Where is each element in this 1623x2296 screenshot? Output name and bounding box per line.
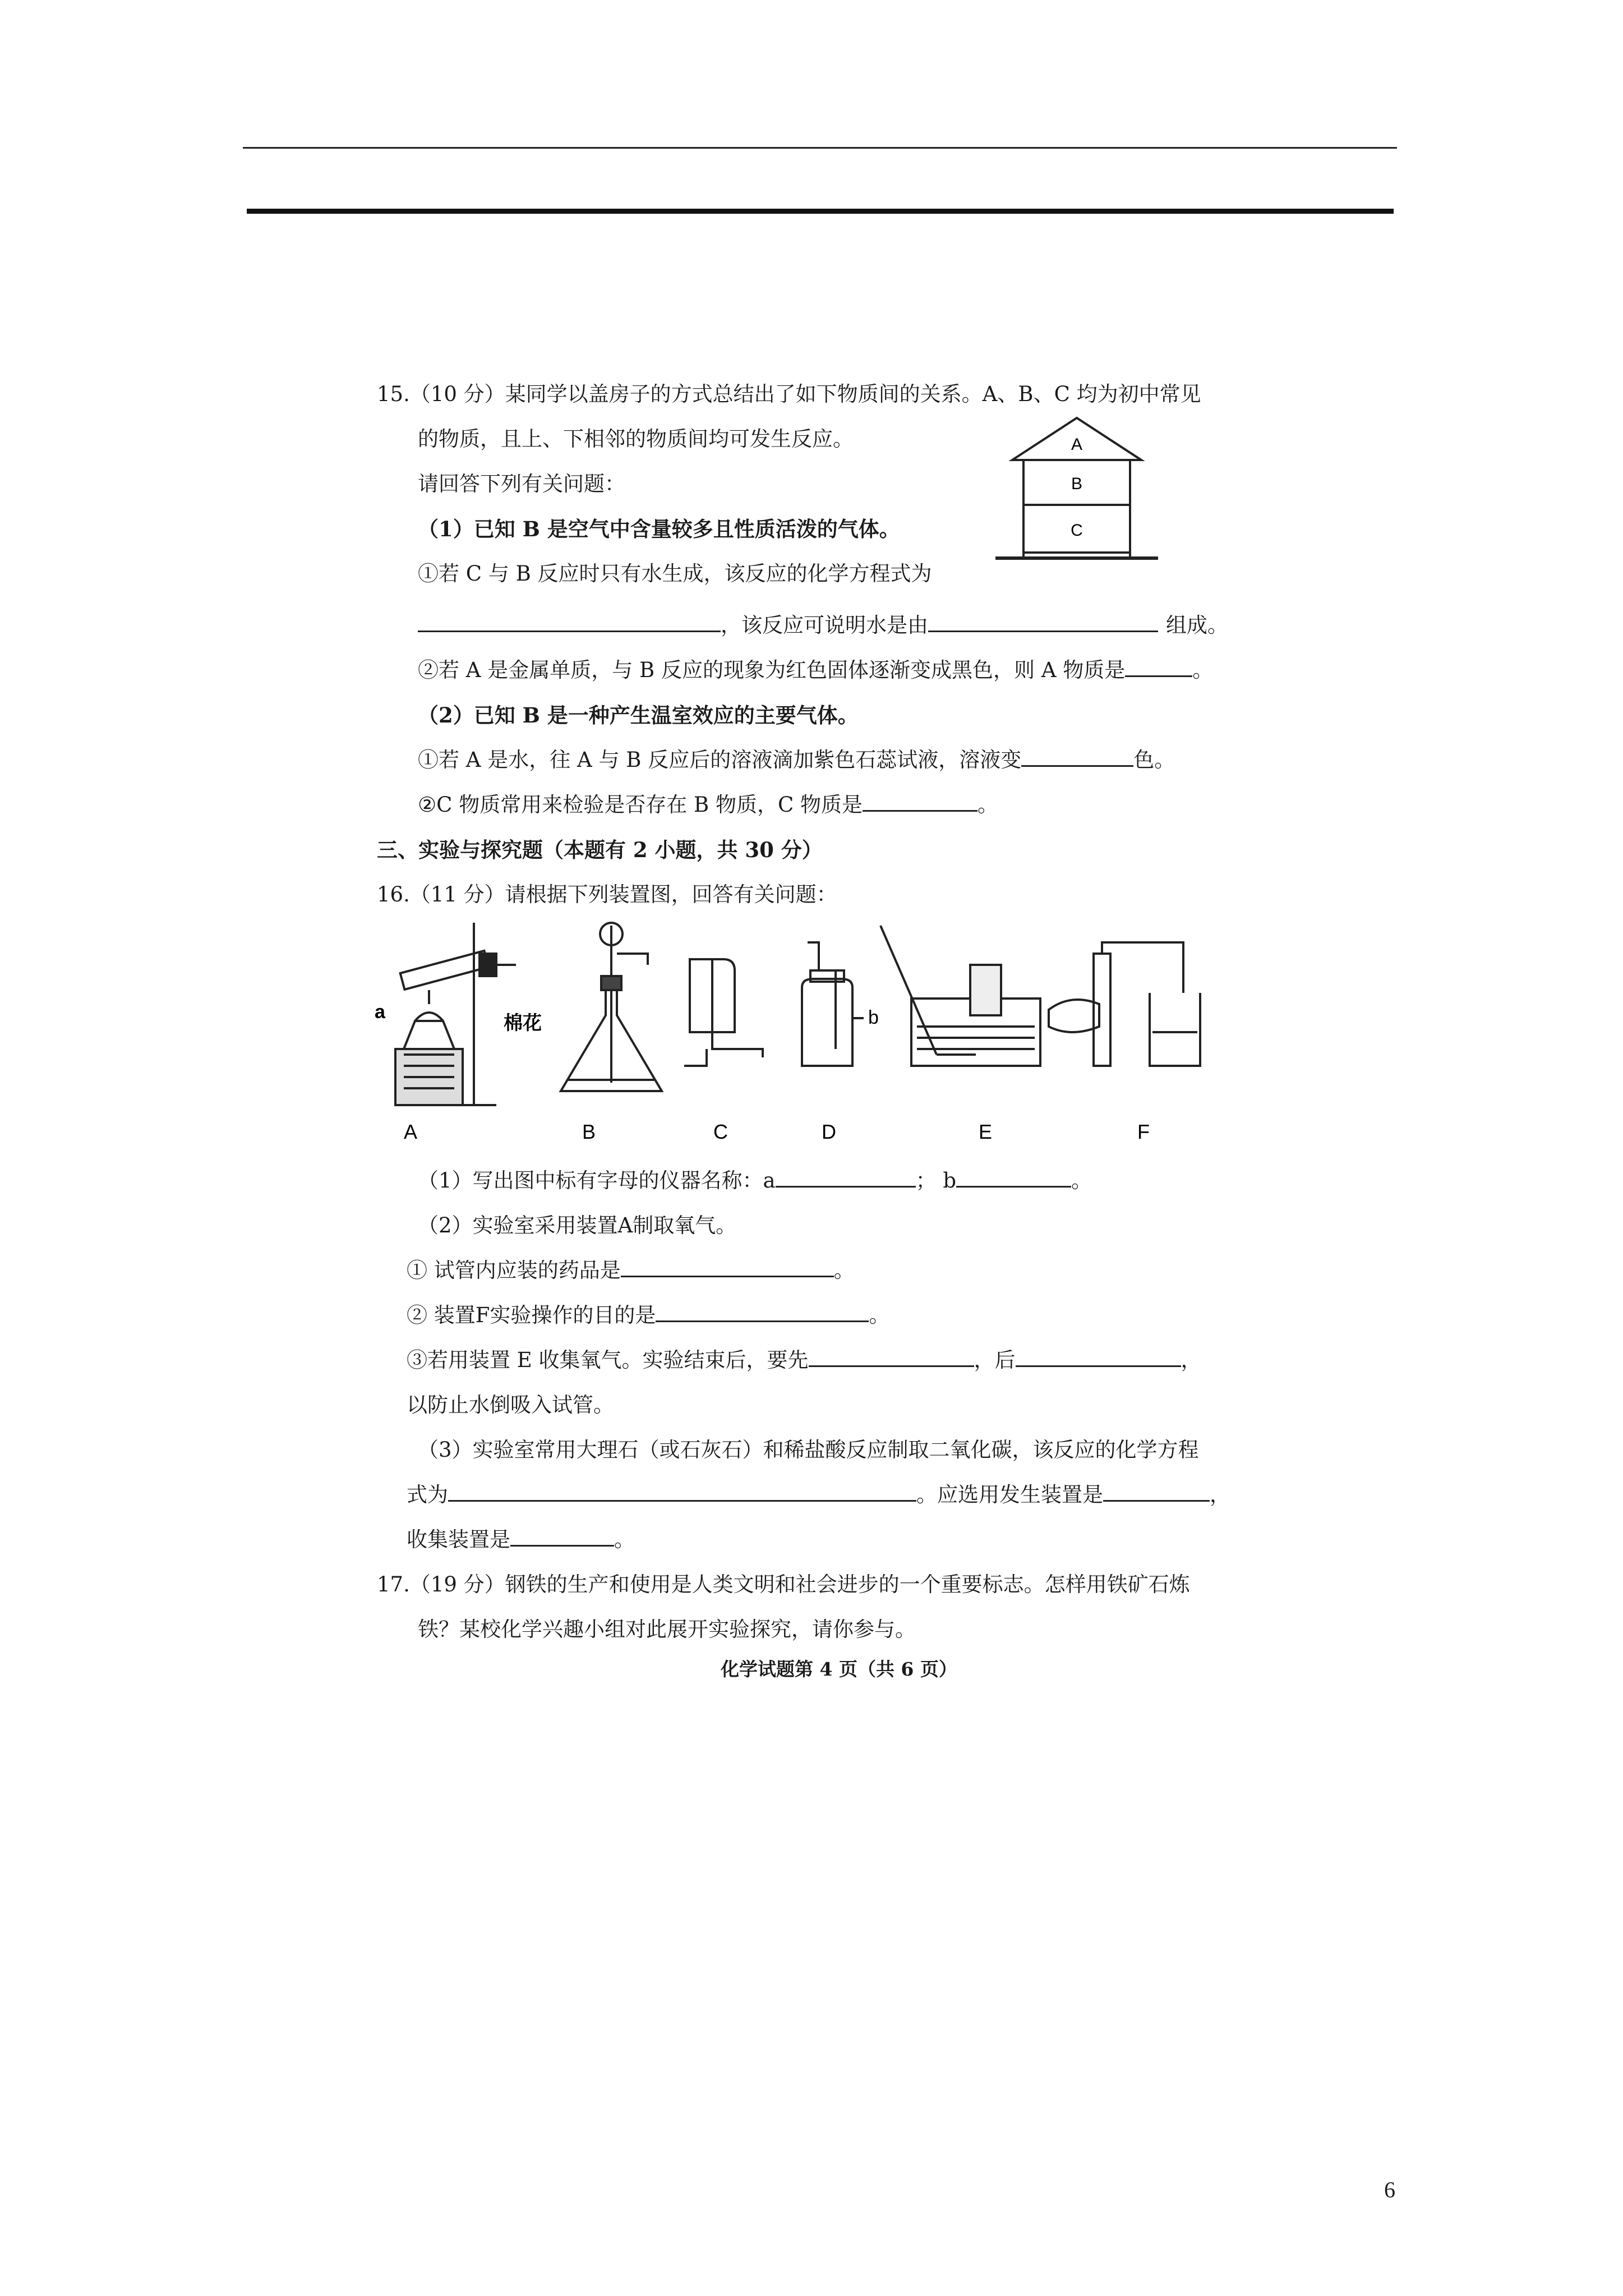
q15-line8: （2）已知 B 是一种产生温室效应的主要气体。 bbox=[418, 703, 859, 728]
q15-line2: 的物质，且上、下相邻的物质间均可发生反应。 bbox=[418, 427, 854, 451]
cotton-label: 棉花 bbox=[504, 1013, 542, 1034]
apparatus-label-e: E bbox=[979, 1120, 993, 1143]
q17-line1: 17.（19 分）钢铁的生产和使用是人类文明和社会进步的一个重要标志。怎样用铁矿石炼 bbox=[377, 1572, 1190, 1596]
apparatus-mark-b: b bbox=[868, 1007, 879, 1028]
apparatus-label-f: F bbox=[1137, 1120, 1150, 1143]
q15-line10: ②C 物质常用来检验是否存在 B 物质，C 物质是 。 bbox=[418, 791, 998, 819]
q15-line9: ①若 A 是水，往 A 与 B 反应后的溶液滴加紫色石蕊试液，溶液变 色。 bbox=[418, 746, 1175, 774]
q17-line2: 铁？某校化学兴趣小组对此展开实验探究，请你参与。 bbox=[418, 1617, 916, 1641]
answer-blank[interactable] bbox=[621, 1257, 834, 1277]
q16-line10: 收集装置是 。 bbox=[407, 1526, 635, 1554]
answer-blank[interactable] bbox=[1103, 1481, 1210, 1502]
apparatus-figure bbox=[370, 920, 1234, 1156]
answer-blank[interactable] bbox=[1016, 1346, 1181, 1367]
answer-blank[interactable] bbox=[776, 1167, 916, 1188]
answer-blank[interactable] bbox=[956, 1167, 1071, 1188]
house-label-b: B bbox=[1071, 475, 1083, 493]
q16-line9: 式为 。应选用发生装置是 ， bbox=[407, 1481, 1230, 1509]
answer-blank[interactable] bbox=[656, 1301, 869, 1322]
answer-blank[interactable] bbox=[1021, 746, 1133, 767]
answer-blank[interactable] bbox=[863, 791, 978, 812]
house-diagram bbox=[993, 415, 1161, 564]
q15-line6: ，该反应可说明水是由 组成。 bbox=[418, 611, 1228, 639]
q15-line7: ②若 A 是金属单质，与 B 反应的现象为红色固体逐渐变成黑色，则 A 物质是 。 bbox=[418, 656, 1213, 684]
q16-line1: 16.（11 分）请根据下列装置图，回答有关问题： bbox=[377, 882, 837, 907]
answer-blank[interactable] bbox=[1125, 656, 1192, 677]
q15-line3: 请回答下列有关问题： bbox=[418, 472, 625, 496]
q15-line1: 15.（10 分）某同学以盖房子的方式总结出了如下物质间的关系。A、B、C 均为初中常见 bbox=[377, 382, 1201, 406]
apparatus-label-c: C bbox=[713, 1120, 728, 1143]
apparatus-label-d: D bbox=[822, 1120, 836, 1143]
q16-line3: （2）实验室采用装置A制取氧气。 bbox=[418, 1213, 737, 1237]
answer-blank[interactable] bbox=[448, 1481, 916, 1502]
q15-line4: （1）已知 B 是空气中含量较多且性质活泼的气体。 bbox=[418, 517, 900, 541]
q16-line7: 以防止水倒吸入试管。 bbox=[407, 1393, 614, 1417]
apparatus-label-a: A bbox=[404, 1120, 418, 1143]
q16-line5: ② 装置F实验操作的目的是 。 bbox=[407, 1301, 889, 1329]
page-number: 6 bbox=[1384, 2177, 1395, 2202]
apparatus-label-b: B bbox=[582, 1120, 596, 1143]
house-label-c: C bbox=[1071, 521, 1083, 540]
house-label-a: A bbox=[1071, 435, 1083, 454]
q16-line6: ③若用装置 E 收集氧气。实验结束后，要先 ，后 ， bbox=[407, 1346, 1202, 1374]
q16-line4: ① 试管内应装的药品是 。 bbox=[407, 1257, 855, 1285]
q16-line2: （1）写出图中标有字母的仪器名称：a ； b 。 bbox=[418, 1167, 1092, 1195]
answer-blank[interactable] bbox=[418, 611, 721, 632]
q16-line8: （3）实验室常用大理石（或石灰石）和稀盐酸反应制取二氧化碳，该反应的化学方程 bbox=[418, 1438, 1199, 1462]
q15-line5: ①若 C 与 B 反应时只有水生成，该反应的化学方程式为 bbox=[418, 562, 932, 586]
page-footer: 化学试题第 4 页（共 6 页） bbox=[721, 1658, 957, 1680]
section-3-title: 三、实验与探究题（本题有 2 小题，共 30 分） bbox=[377, 838, 823, 862]
apparatus-mark-a: a bbox=[375, 1001, 385, 1023]
answer-blank[interactable] bbox=[809, 1346, 974, 1367]
answer-blank[interactable] bbox=[928, 611, 1158, 632]
answer-blank[interactable] bbox=[510, 1526, 614, 1547]
